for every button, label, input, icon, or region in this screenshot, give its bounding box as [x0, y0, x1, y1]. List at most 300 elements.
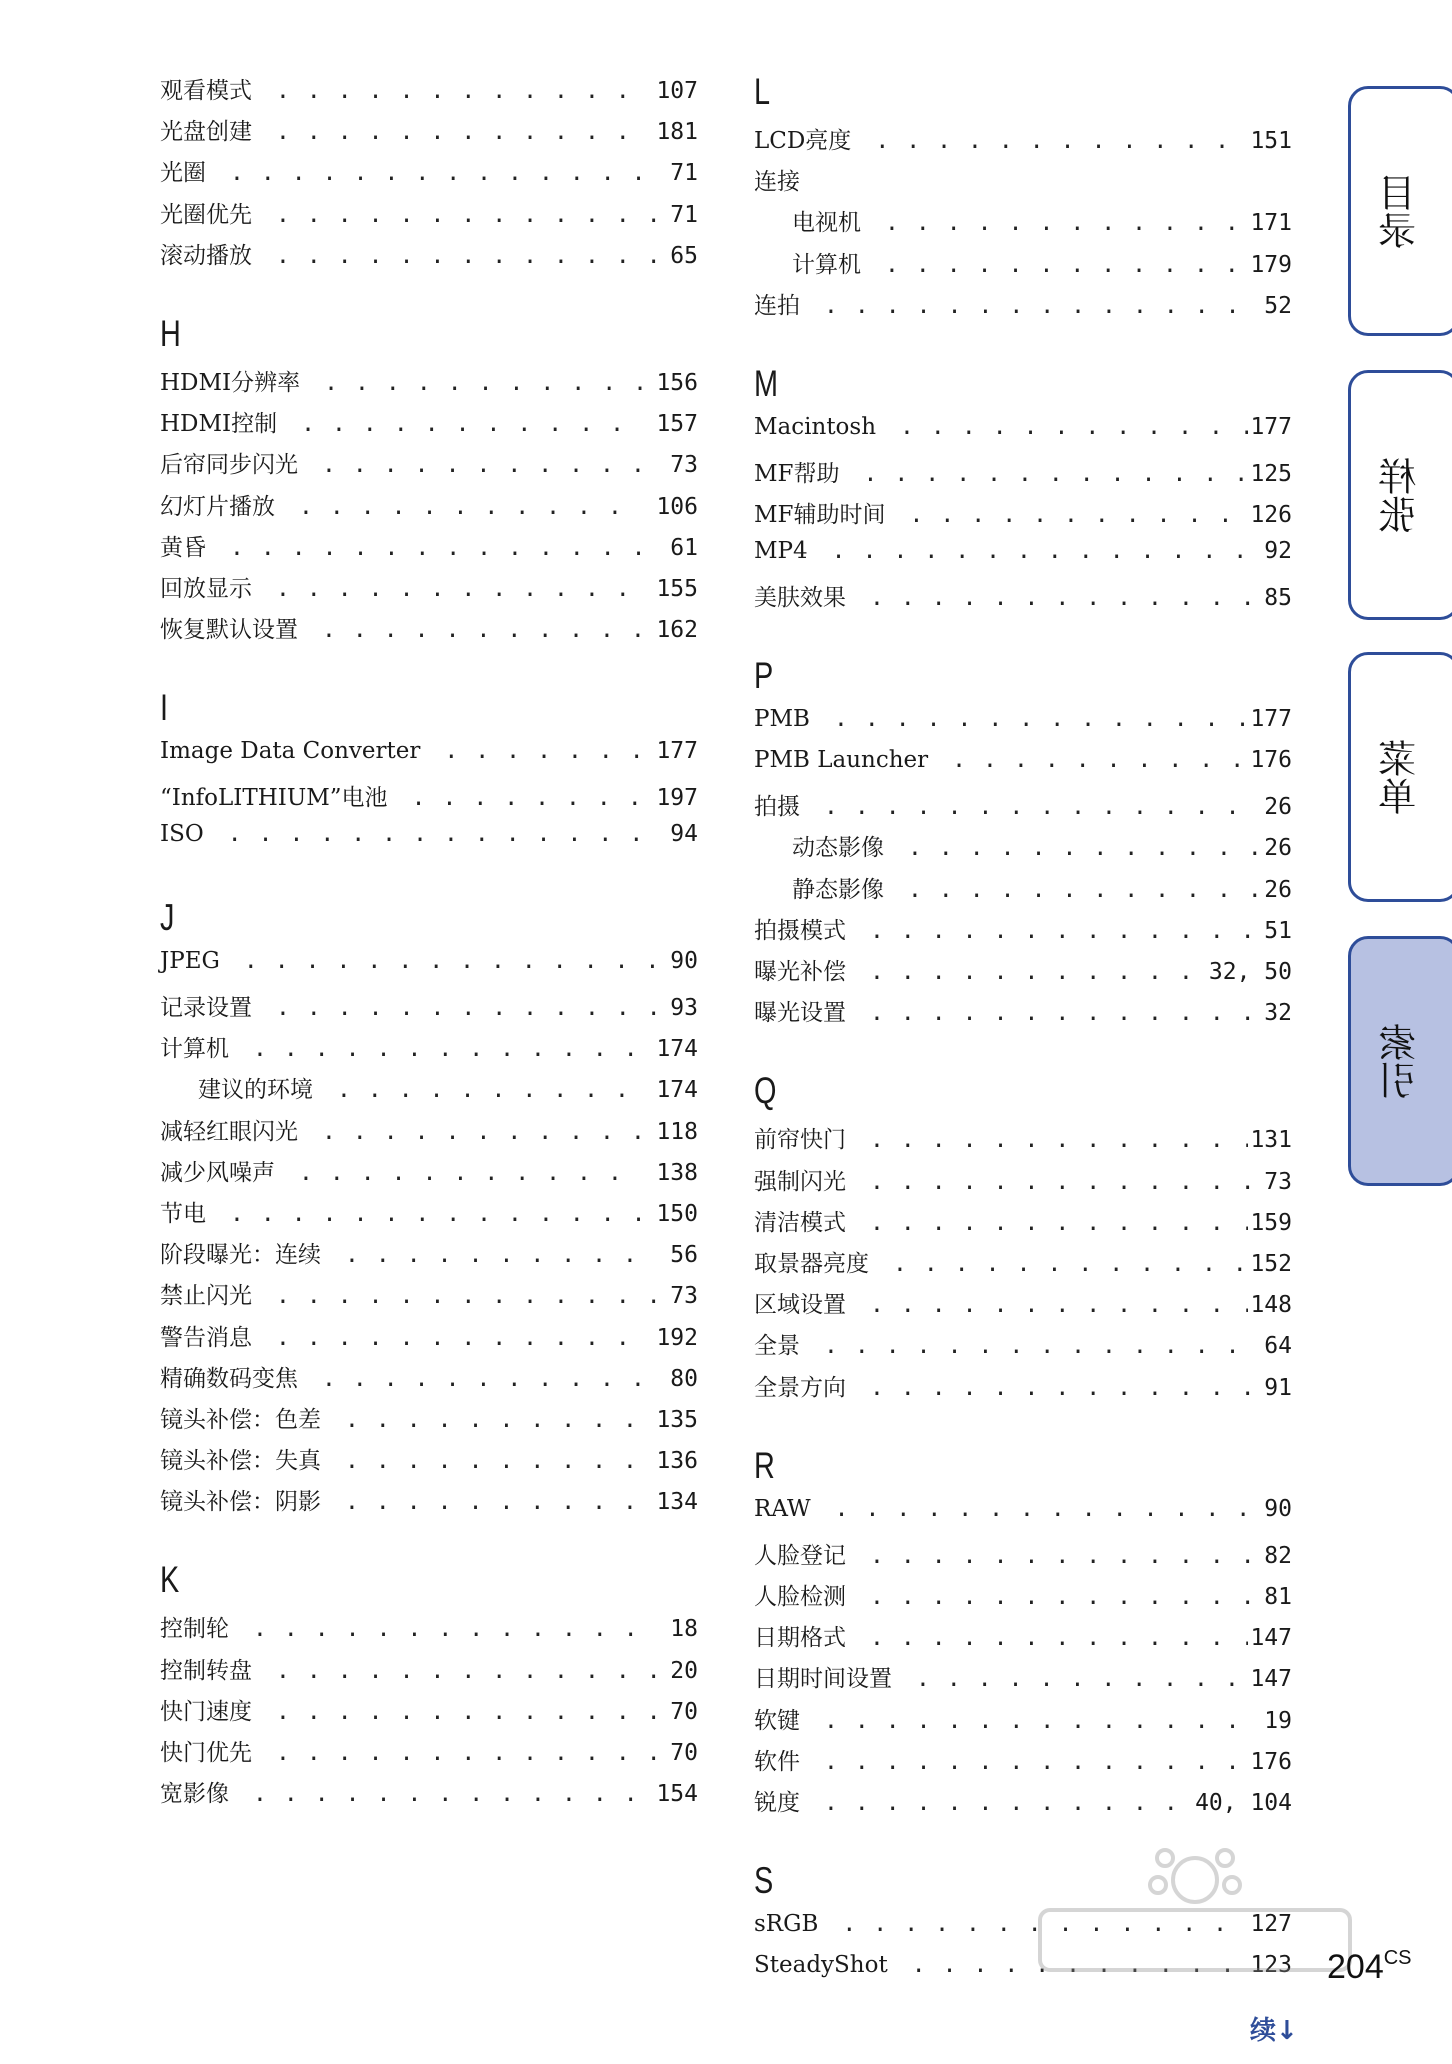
entry-page[interactable]: 106	[656, 493, 698, 520]
index-entry[interactable]	[754, 122, 1292, 163]
dot-leader	[952, 747, 1248, 773]
entry-page[interactable]: 135	[656, 1406, 698, 1433]
entry-page[interactable]: 197	[656, 785, 698, 812]
index-entry[interactable]	[754, 1619, 1292, 1660]
dot-leader	[253, 1616, 656, 1642]
index-entry[interactable]	[160, 779, 698, 820]
index-entry[interactable]	[160, 529, 698, 570]
dot-leader	[916, 1666, 1248, 1692]
entry-page[interactable]: 171	[1250, 210, 1292, 237]
entry-page[interactable]: 18	[670, 1616, 698, 1643]
dot-leader	[276, 1283, 656, 1309]
index-entry[interactable]	[754, 1743, 1292, 1784]
dot-leader	[337, 1077, 642, 1103]
entry-page[interactable]: 19	[1264, 1707, 1292, 1734]
dot-leader	[864, 461, 1249, 487]
dot-leader	[832, 538, 1263, 564]
entry-term: 黄昏	[160, 534, 206, 561]
dot-leader	[345, 1407, 642, 1433]
index-entry[interactable]	[754, 1163, 1292, 1204]
index-entry[interactable]	[754, 1286, 1292, 1327]
dot-leader	[276, 576, 642, 602]
dot-leader	[345, 1448, 642, 1474]
entry-term: 计算机	[160, 1036, 229, 1063]
index-entry[interactable]	[754, 829, 1292, 870]
entry-page[interactable]: 176	[1250, 1748, 1292, 1775]
dot-leader	[276, 1740, 656, 1766]
entry-term: 后帘同步闪光	[160, 452, 298, 479]
dot-leader	[244, 948, 656, 974]
index-entry[interactable]	[160, 570, 698, 611]
dot-leader	[301, 411, 642, 437]
entry-term: 连拍	[754, 292, 800, 319]
tab-menu[interactable]	[1348, 652, 1452, 902]
entry-term: 镜头补偿：色差	[160, 1406, 321, 1433]
dot-leader	[824, 1790, 1193, 1816]
section-letter: H	[160, 312, 181, 354]
entry-page[interactable]: 51	[1264, 917, 1292, 944]
entry-page[interactable]: 26	[1264, 835, 1292, 862]
tab-contents[interactable]	[1348, 86, 1452, 336]
index-section	[754, 1446, 1292, 1826]
index-entry[interactable]	[160, 1319, 698, 1360]
entry-term: 动态影像	[792, 835, 884, 862]
entry-term: 建议的环境	[198, 1077, 313, 1104]
dot-leader	[276, 1658, 656, 1684]
entry-term: 快门速度	[160, 1698, 252, 1725]
section-letter: Q	[754, 1070, 777, 1112]
entry-term: 区域设置	[754, 1292, 846, 1319]
dot-leader	[908, 835, 1262, 861]
index-entry[interactable]	[160, 113, 698, 154]
index-entry[interactable]	[160, 1775, 698, 1816]
index-entry[interactable]	[754, 953, 1292, 994]
entry-term: 光盘创建	[160, 119, 252, 146]
tab-samples[interactable]	[1348, 370, 1452, 620]
section-letter: P	[754, 654, 774, 696]
entry-page[interactable]: 148	[1250, 1292, 1292, 1319]
entry-page[interactable]: 179	[1250, 251, 1292, 278]
entry-term: 减少风噪声	[160, 1159, 275, 1186]
dot-leader	[870, 1625, 1248, 1651]
index-entry[interactable]	[160, 738, 698, 779]
index-entry[interactable]	[160, 1113, 698, 1154]
entry-term: PMB	[754, 705, 810, 732]
entry-page[interactable]: 174	[656, 1077, 698, 1104]
entry-term: 减轻红眼闪光	[160, 1118, 298, 1145]
entry-term: 日期时间设置	[754, 1666, 892, 1693]
index-entry[interactable]	[754, 747, 1292, 788]
entry-page[interactable]: 73	[670, 452, 698, 479]
entry-term: PMB Launcher	[754, 747, 929, 774]
tab-index[interactable]	[1348, 936, 1452, 1186]
dot-leader	[870, 1292, 1248, 1318]
section-letter: K	[160, 1559, 180, 1601]
entry-term: sRGB	[754, 1911, 819, 1938]
entry-page[interactable]: 138	[656, 1159, 698, 1186]
entry-term: 日期格式	[754, 1625, 846, 1652]
index-entry[interactable]	[160, 1693, 698, 1734]
entry-term: JPEG	[160, 947, 220, 974]
index-entry[interactable]	[754, 1578, 1292, 1619]
entry-term: 计算机	[792, 251, 861, 278]
page-number-suffix: CS	[1383, 1947, 1412, 1969]
index-entry[interactable]	[160, 1195, 698, 1236]
page-number	[1327, 1947, 1412, 1987]
dot-leader	[276, 243, 656, 269]
entry-page[interactable]: 177	[656, 738, 698, 765]
entry-page[interactable]: 151	[1250, 128, 1292, 154]
entry-page[interactable]: 94	[670, 820, 698, 847]
entry-page[interactable]: 32	[1264, 1000, 1292, 1027]
index-entry[interactable]	[160, 1154, 698, 1195]
dot-leader	[870, 918, 1262, 944]
entry-page[interactable]: 26	[1264, 876, 1292, 903]
tab-label: 样张	[1378, 457, 1423, 533]
index-section	[754, 656, 1292, 1036]
index-entry[interactable]	[160, 821, 698, 862]
entry-term: SteadyShot	[754, 1952, 888, 1979]
dot-leader	[230, 1201, 642, 1227]
entry-page[interactable]: 56	[670, 1242, 698, 1269]
dot-leader	[870, 1210, 1248, 1236]
dot-leader	[322, 1119, 642, 1145]
entry-term: 恢复默认设置	[160, 617, 298, 644]
entry-page[interactable]: 157	[656, 411, 698, 438]
index-entry[interactable]	[754, 1369, 1292, 1410]
section-letter: L	[754, 71, 771, 112]
dot-leader	[824, 1333, 1262, 1359]
entry-page[interactable]: 150	[656, 1200, 698, 1227]
index-entry[interactable]	[754, 1660, 1292, 1701]
entry-term: 强制闪光	[754, 1168, 846, 1195]
entry-page[interactable]: 85	[1264, 584, 1292, 611]
index-entry[interactable]	[160, 488, 698, 529]
entry-page[interactable]: 90	[1264, 1495, 1292, 1522]
dot-leader	[345, 1489, 642, 1515]
page-number-value: 204	[1327, 1948, 1384, 1986]
dot-leader	[444, 738, 642, 764]
entry-term: 警告消息	[160, 1324, 252, 1351]
entry-term: 回放显示	[160, 575, 252, 602]
dot-leader	[885, 252, 1248, 278]
index-entry[interactable]	[160, 1030, 698, 1071]
entry-term: 静态影像	[792, 876, 884, 903]
section-letter: M	[754, 362, 779, 404]
index-entry[interactable]	[754, 1204, 1292, 1245]
index-entry[interactable]	[160, 196, 698, 237]
dot-leader	[253, 1036, 642, 1062]
entry-term: MF辅助时间	[754, 502, 886, 529]
entry-page[interactable]: 107	[656, 78, 698, 104]
entry-page[interactable]: 152	[1250, 1250, 1292, 1277]
index-entry[interactable]	[754, 1537, 1292, 1578]
arrow-down-icon: ↓	[1276, 2016, 1298, 2046]
entry-term: MF帮助	[754, 461, 840, 488]
dot-leader	[870, 585, 1262, 611]
dot-leader	[835, 1496, 1263, 1522]
index-entry[interactable]	[160, 1236, 698, 1277]
entry-term: 控制转盘	[160, 1657, 252, 1684]
entry-term: 观看模式	[160, 78, 252, 104]
entry-page[interactable]: 73	[1264, 1168, 1292, 1195]
entry-term: 软键	[754, 1707, 800, 1734]
index-section	[160, 72, 698, 278]
entry-term: Macintosh	[754, 413, 877, 440]
index-entry[interactable]	[160, 1734, 698, 1775]
entry-page[interactable]: 155	[656, 575, 698, 602]
entry-term: 滚动播放	[160, 242, 252, 269]
index-entry[interactable]	[160, 1360, 698, 1401]
entry-term: 清洁模式	[754, 1209, 846, 1236]
index-section	[754, 72, 1292, 328]
index-column-right	[754, 72, 1292, 1994]
index-entry[interactable]	[754, 706, 1292, 747]
dot-leader	[885, 210, 1248, 236]
index-entry[interactable]	[754, 1327, 1292, 1368]
index-column-left	[160, 72, 698, 1816]
entry-page[interactable]: 181	[656, 119, 698, 146]
entry-term: Image Data Converter	[160, 738, 421, 765]
entry-term: 宽影像	[160, 1781, 229, 1808]
index-entry[interactable]	[160, 364, 698, 405]
dot-leader	[870, 1584, 1262, 1610]
entry-page[interactable]: 177	[1250, 413, 1292, 440]
entry-term: RAW	[754, 1495, 811, 1522]
index-entry[interactable]	[160, 948, 698, 989]
dot-leader	[345, 1242, 656, 1268]
index-section	[754, 1071, 1292, 1409]
dot-leader	[870, 1127, 1248, 1153]
dot-leader	[824, 1749, 1248, 1775]
entry-term: MP4	[754, 537, 808, 564]
dot-leader	[299, 494, 642, 520]
dot-leader	[834, 706, 1249, 732]
index-entry[interactable]	[160, 1277, 698, 1318]
baidu-watermark-logo	[1030, 1840, 1360, 2000]
entry-page[interactable]: 118	[656, 1118, 698, 1145]
dot-leader	[299, 1160, 642, 1186]
entry-term: 拍摄模式	[754, 917, 846, 944]
index-entry[interactable]	[160, 237, 698, 278]
section-letter: R	[754, 1444, 775, 1486]
index-entry[interactable]	[754, 1702, 1292, 1743]
dot-leader	[322, 452, 656, 478]
entry-term: 禁止闪光	[160, 1283, 252, 1310]
entry-term: 曝光补偿	[754, 959, 846, 985]
entry-term: HDMI控制	[160, 411, 278, 438]
index-section	[160, 688, 698, 862]
entry-term: 美肤效果	[754, 584, 846, 611]
entry-page[interactable]: 147	[1250, 1625, 1292, 1652]
index-entry[interactable]	[160, 989, 698, 1030]
entry-page[interactable]: 154	[656, 1781, 698, 1808]
entry-page[interactable]: 73	[670, 1283, 698, 1310]
dot-leader	[276, 202, 656, 228]
entry-term: 控制轮	[160, 1616, 229, 1643]
index-entry[interactable]	[160, 1401, 698, 1442]
entry-term: 阶段曝光：连续	[160, 1242, 321, 1269]
index-entry[interactable]	[754, 204, 1292, 245]
entry-page[interactable]: 82	[1264, 1542, 1292, 1569]
entry-page[interactable]: 177	[1250, 705, 1292, 732]
dot-leader	[276, 78, 642, 104]
entry-term: “InfoLITHIUM”电池	[160, 785, 388, 812]
entry-page[interactable]: 93	[670, 995, 698, 1021]
index-entry[interactable]	[754, 163, 1292, 204]
entry-page[interactable]: 92	[1264, 537, 1292, 564]
entry-page[interactable]: 127	[1250, 1911, 1292, 1938]
entry-page[interactable]: 26	[1264, 794, 1292, 821]
entry-page[interactable]: 65	[670, 242, 698, 269]
entry-term: 连接	[754, 169, 800, 196]
dot-leader	[228, 821, 657, 847]
entry-term: HDMI分辨率	[160, 369, 301, 396]
entry-page[interactable]: 159	[1250, 1209, 1292, 1236]
entry-term: 曝光设置	[754, 1000, 846, 1027]
entry-page[interactable]: 70	[670, 1740, 698, 1766]
index-entry[interactable]	[754, 538, 1292, 579]
tab-label: 索引	[1378, 1023, 1423, 1099]
entry-page[interactable]: 176	[1250, 747, 1292, 774]
entry-page[interactable]: 126	[1250, 502, 1292, 529]
dot-leader	[824, 1708, 1262, 1734]
index-entry[interactable]	[160, 1071, 698, 1112]
index-entry[interactable]	[754, 455, 1292, 496]
index-section	[754, 364, 1292, 620]
entry-page[interactable]: 71	[670, 201, 698, 228]
dot-leader	[870, 1543, 1262, 1569]
dot-leader	[412, 785, 643, 811]
entry-page[interactable]: 174	[656, 1036, 698, 1063]
entry-term: 镜头补偿：失真	[160, 1448, 321, 1475]
entry-page[interactable]: 136	[656, 1448, 698, 1475]
dot-leader	[910, 502, 1249, 528]
index-entry[interactable]	[754, 1121, 1292, 1162]
entry-page[interactable]: 52	[1264, 292, 1292, 319]
entry-term: 记录设置	[160, 995, 252, 1021]
entry-term: 拍摄	[754, 794, 800, 821]
entry-page[interactable]: 125	[1250, 461, 1292, 488]
index-entry[interactable]	[754, 1496, 1292, 1537]
dot-leader	[322, 617, 642, 643]
index-entry[interactable]	[754, 246, 1292, 287]
index-section	[160, 1560, 698, 1816]
dot-leader	[908, 877, 1262, 903]
tab-label: 菜单	[1378, 739, 1423, 815]
dot-leader	[870, 959, 1207, 985]
index-entry[interactable]	[754, 912, 1292, 953]
dot-leader	[870, 1375, 1262, 1401]
entry-page[interactable]: 20	[670, 1657, 698, 1684]
entry-page[interactable]: 32, 50	[1208, 959, 1292, 985]
index-entry[interactable]	[754, 788, 1292, 829]
dot-leader	[324, 370, 642, 396]
entry-page[interactable]: 80	[670, 1365, 698, 1392]
entry-page[interactable]: 40, 104	[1195, 1790, 1292, 1816]
entry-page[interactable]: 61	[670, 534, 698, 561]
dot-leader	[870, 1169, 1262, 1195]
entry-page[interactable]: 156	[656, 369, 698, 396]
index-entry[interactable]	[754, 994, 1292, 1035]
dot-leader	[276, 1325, 642, 1351]
index-entry[interactable]	[754, 414, 1292, 455]
dot-leader	[253, 1781, 642, 1807]
entry-term: 光圈	[160, 160, 206, 187]
dot-leader	[230, 160, 656, 186]
index-entry[interactable]	[754, 871, 1292, 912]
dot-leader	[875, 128, 1248, 154]
index-entry[interactable]	[754, 287, 1292, 328]
dot-leader	[276, 1699, 656, 1725]
entry-term: 前帘快门	[754, 1127, 846, 1154]
section-letter: I	[160, 687, 169, 729]
entry-term: ISO	[160, 820, 204, 847]
dot-leader	[322, 1366, 656, 1392]
dot-leader	[276, 119, 642, 145]
dot-leader	[824, 293, 1262, 319]
index-entry[interactable]	[754, 579, 1292, 620]
section-letter: S	[754, 1860, 774, 1902]
entry-page[interactable]: 71	[670, 160, 698, 187]
entry-term: LCD亮度	[754, 128, 852, 154]
entry-page[interactable]: 134	[656, 1489, 698, 1516]
index-entry[interactable]	[160, 446, 698, 487]
index-entry[interactable]	[160, 1483, 698, 1524]
entry-page[interactable]: 123	[1250, 1952, 1292, 1979]
entry-term: 快门优先	[160, 1740, 252, 1766]
entry-term: 全景	[754, 1333, 800, 1360]
index-entry[interactable]	[754, 1245, 1292, 1286]
index-section	[160, 314, 698, 652]
entry-page[interactable]: 81	[1264, 1584, 1292, 1611]
index-entry[interactable]	[160, 1610, 698, 1651]
entry-page[interactable]: 70	[670, 1698, 698, 1725]
entry-term: 光圈优先	[160, 201, 252, 228]
index-section	[160, 898, 698, 1525]
index-entry[interactable]	[160, 611, 698, 652]
index-entry[interactable]	[160, 154, 698, 195]
entry-term: 幻灯片播放	[160, 493, 275, 520]
entry-page[interactable]: 162	[656, 617, 698, 644]
entry-page[interactable]: 91	[1264, 1374, 1292, 1401]
dot-leader	[230, 535, 656, 561]
entry-term: 节电	[160, 1200, 206, 1227]
index-entry[interactable]	[754, 496, 1292, 537]
index-entry[interactable]	[160, 1652, 698, 1693]
entry-term: 人脸检测	[754, 1584, 846, 1611]
index-entry[interactable]	[160, 1442, 698, 1483]
entry-term: 全景方向	[754, 1374, 846, 1401]
entry-page[interactable]: 64	[1264, 1333, 1292, 1360]
continued-label: 续	[1250, 2016, 1277, 2046]
tab-label: 目录	[1378, 173, 1423, 249]
index-entry[interactable]	[754, 1784, 1292, 1825]
dot-leader	[824, 794, 1262, 820]
entry-term: 人脸登记	[754, 1542, 846, 1569]
continued-link[interactable]	[1250, 2010, 1298, 2047]
entry-term: 锐度	[754, 1790, 800, 1816]
dot-leader	[900, 414, 1248, 440]
entry-term: 取景器亮度	[754, 1250, 869, 1277]
index-entry[interactable]	[160, 405, 698, 446]
entry-page[interactable]: 131	[1250, 1127, 1292, 1154]
entry-page[interactable]: 90	[670, 947, 698, 974]
index-entry[interactable]	[160, 72, 698, 113]
entry-page[interactable]: 147	[1250, 1666, 1292, 1693]
entry-page[interactable]: 192	[656, 1324, 698, 1351]
entry-term: 软件	[754, 1748, 800, 1775]
